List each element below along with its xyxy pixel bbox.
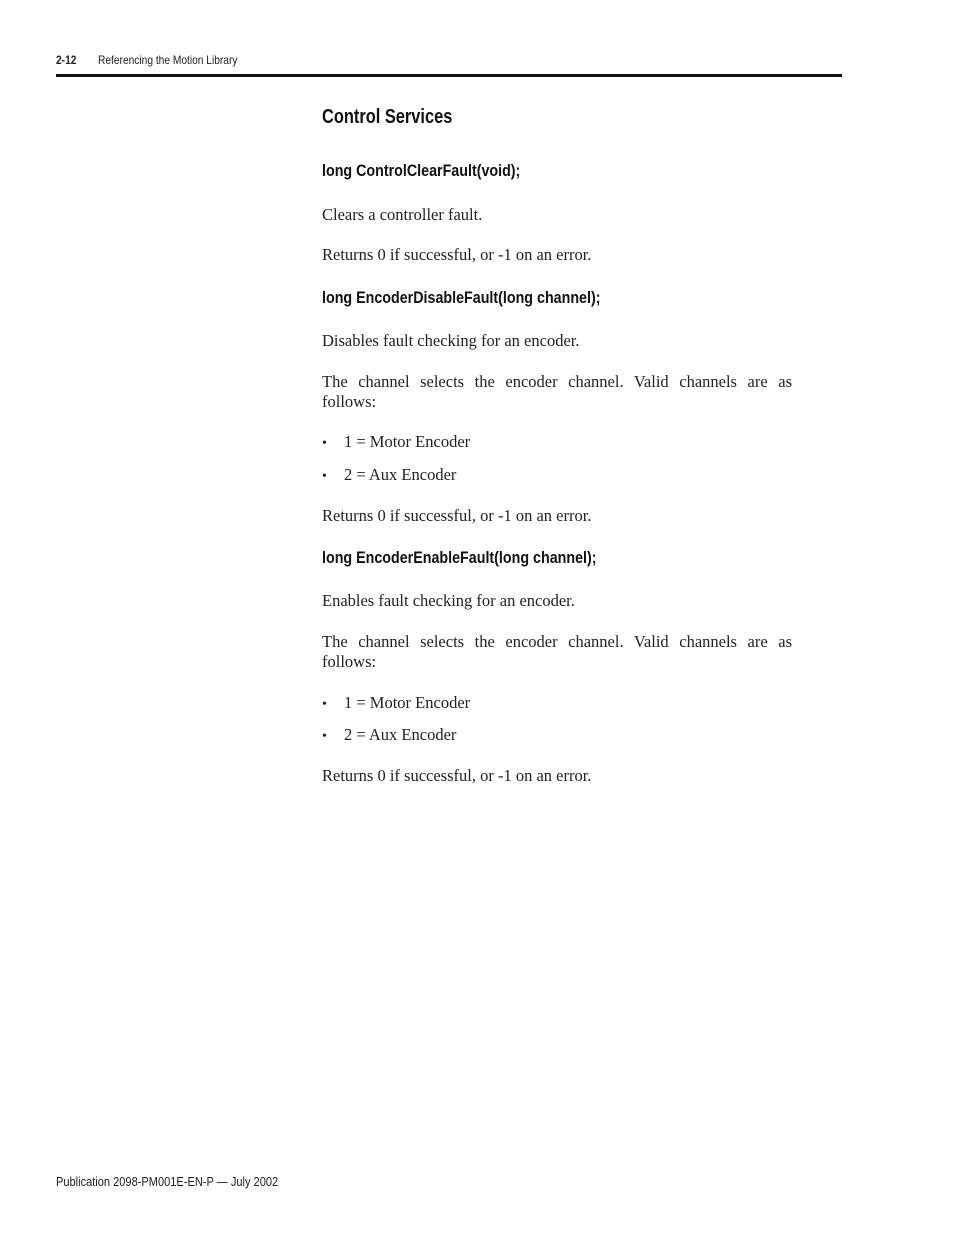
function-description: Enables fault checking for an encoder. [322, 591, 575, 610]
function-returns: Returns 0 if successful, or -1 on an error. [322, 506, 592, 525]
bullet-icon: • [322, 729, 327, 744]
header-rule [56, 74, 842, 77]
bullet-icon: • [322, 697, 327, 712]
function-returns: Returns 0 if successful, or -1 on an error. [322, 245, 592, 264]
function-signature-encoder-disable-fault: long EncoderDisableFault(long channel); [322, 288, 601, 307]
list-item-text: 1 = Motor Encoder [344, 693, 471, 712]
section-title: Control Services [322, 106, 453, 128]
list-item-text: 2 = Aux Encoder [344, 725, 457, 744]
function-signature-encoder-enable-fault: long EncoderEnableFault(long channel); [322, 548, 597, 567]
bullet-icon: • [322, 436, 327, 451]
list-item-text: 1 = Motor Encoder [344, 432, 471, 451]
function-description: Clears a controller fault. [322, 205, 483, 224]
channel-description: The channel selects the encoder channel. Valid channels are as follows: [322, 632, 792, 671]
function-description: Disables fault checking for an encoder. [322, 331, 580, 350]
list-item-text: 2 = Aux Encoder [344, 465, 457, 484]
function-signature-control-clear-fault: long ControlClearFault(void); [322, 161, 521, 180]
page-header [56, 52, 842, 76]
channel-description: The channel selects the encoder channel. Valid channels are as follows: [322, 372, 792, 411]
list-item [322, 465, 456, 487]
page-number: 2-12 [56, 53, 77, 67]
list-item [322, 432, 470, 454]
page-footer: Publication 2098-PM001E-EN-P — July 2002 [56, 1174, 279, 1189]
running-title: Referencing the Motion Library [98, 53, 238, 67]
bullet-icon: • [322, 469, 327, 484]
function-returns: Returns 0 if successful, or -1 on an error. [322, 766, 592, 785]
list-item [322, 693, 470, 715]
list-item [322, 725, 456, 747]
